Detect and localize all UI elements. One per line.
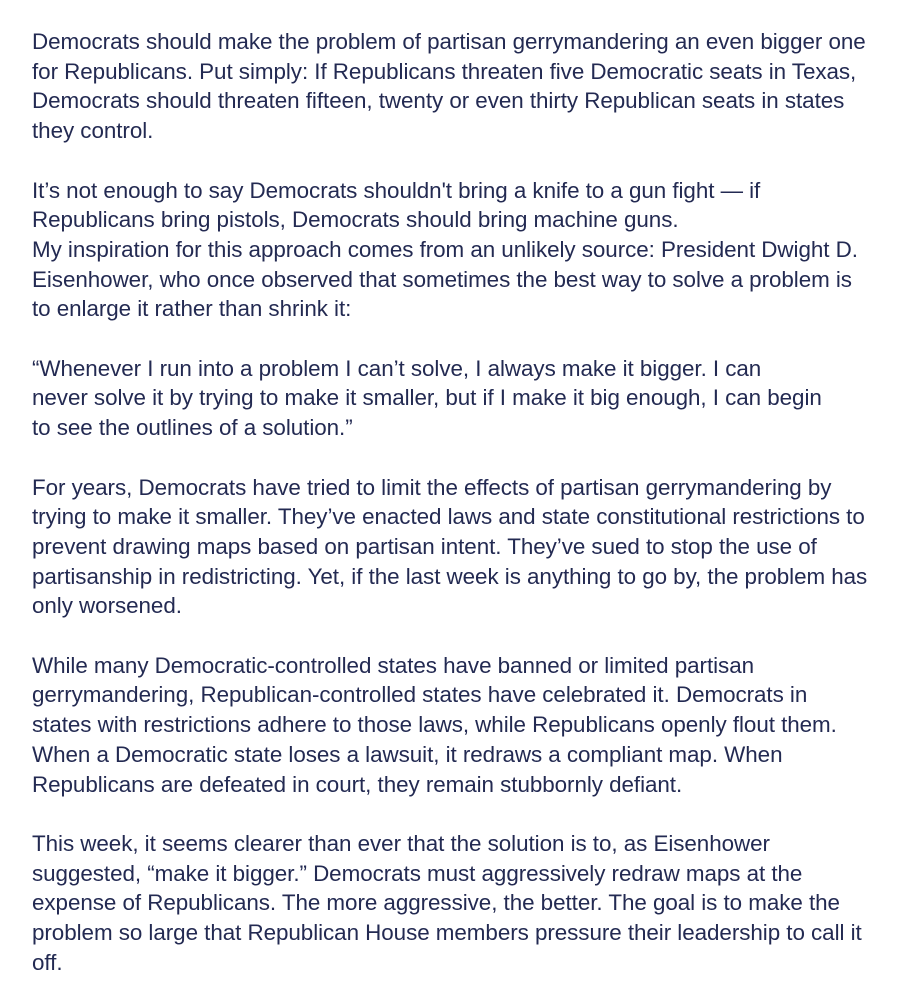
paragraph-2: It’s not enough to say Democrats shouldn't bring a knife to a gun fight — if Republicans bring pistols, Democrats should bring machine guns. [32,177,761,233]
paragraph-5: While many Democratic-controlled states have banned or limited partisan gerrymandering, Republican-controlled states have celebrated it. Democrats in states with restrictions adhere to those laws, while Republicans openly flout them. When a Democratic state loses a lawsuit, it redraws a compliant map. When Republicans are defeated in court, they remain stubbornly defiant. [32,652,837,797]
paragraph-gap [32,443,872,473]
paragraph-gap [32,146,872,176]
paragraph-1: Democrats should make the problem of partisan gerrymandering an even bigger one for Republicans. Put simply: If Republicans threaten five Democratic seats in Texas, Democrats should threaten fifteen, twenty or even thirty Republican seats in states they control. [32,29,866,144]
paragraph-4: For years, Democrats have tried to limit the effects of partisan gerrymandering by trying to make it smaller. They’ve enacted laws and state constitutional restrictions to prevent drawing maps based on partisan intent. They’ve sued to stop the use of partisanship in redistricting. Yet, if the last week is anything to go by, the problem has only worsened. [32,474,868,619]
paragraph-gap [32,799,872,829]
paragraph-3: My inspiration for this approach comes from an unlikely source: President Dwight D. Eisenhower, who once observed that sometimes the best way to solve a problem is to enlarge it rather than shrink it: [32,236,858,322]
block-quote: “Whenever I run into a problem I can’t solve, I always make it bigger. I can never solve it by trying to make it smaller, but if I make it big enough, I can begin to see the outlines of a solution.” [32,355,822,441]
article-body [32,27,872,977]
paragraph-gap [32,324,872,354]
paragraph-6: This week, it seems clearer than ever that the solution is to, as Eisenhower suggested, “make it bigger.” Democrats must aggressively redraw maps at the expense of Republicans. The more aggressive, the better. The goal is to make the problem so large that Republican House members pressure their leadership to call it off. [32,830,862,975]
paragraph-gap [32,621,872,651]
